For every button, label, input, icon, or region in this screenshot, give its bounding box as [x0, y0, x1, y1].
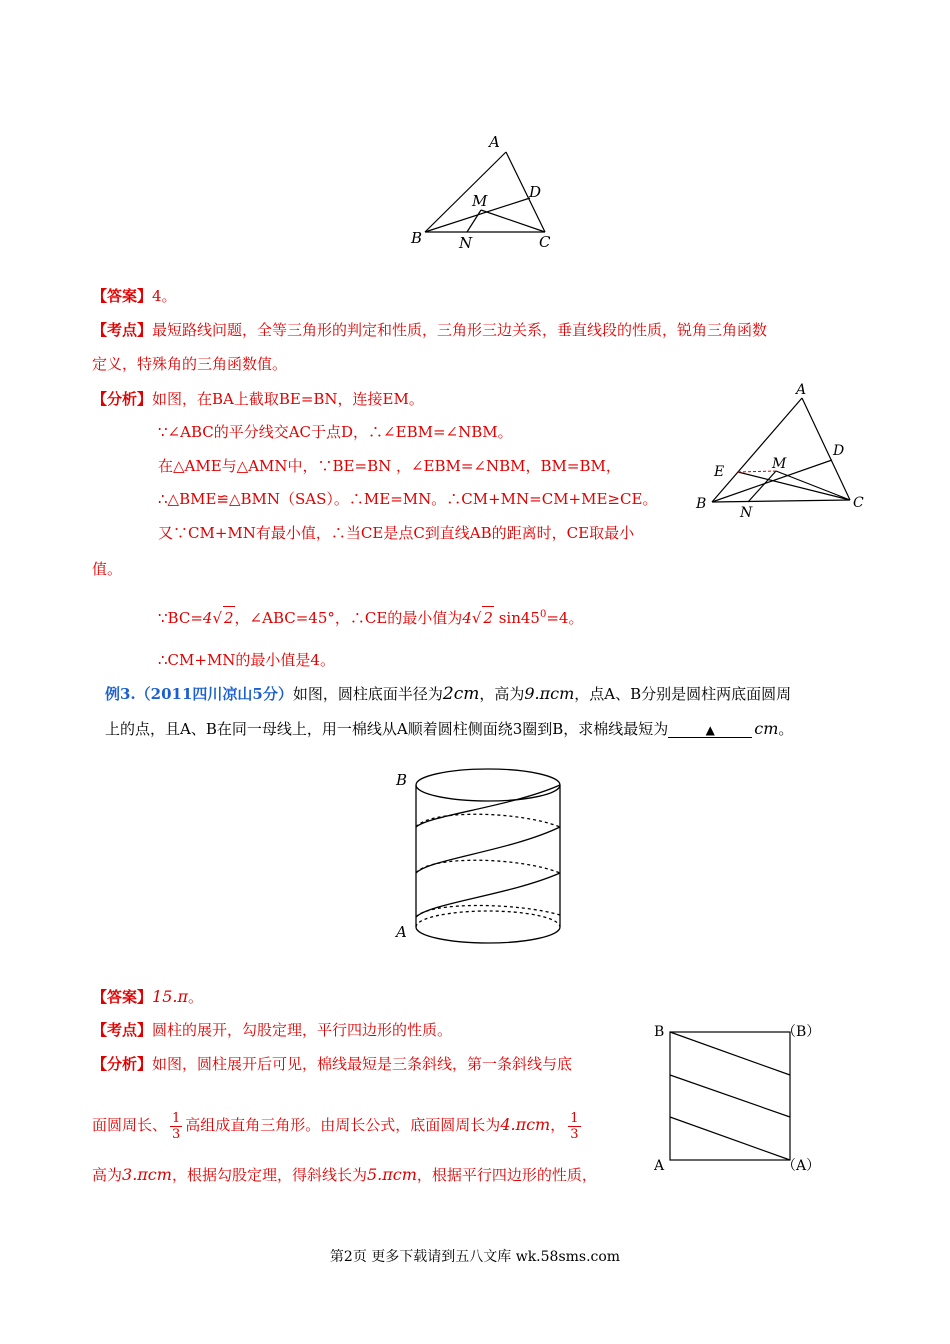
kaodian-text: 最短路线问题，全等三角形的判定和性质，三角形三边关系，垂直线段的性质，锐角三角函数 — [152, 321, 768, 339]
example-text-1: 如图，圆柱底面半径为 — [292, 685, 443, 703]
answer-tag: 【答案】 — [92, 287, 153, 305]
fenxi-1-line-6: 值。 — [92, 560, 123, 578]
fraction-denominator: 3 — [172, 1126, 181, 1142]
fraction-one-third-2 — [568, 1111, 580, 1142]
example-text-3: ，点A、B分别是圆柱两底面圆周 — [574, 685, 792, 703]
kaodian-tag: 【考点】 — [92, 321, 153, 339]
rect-label-B: B — [654, 1024, 665, 1040]
fig2-label-M: M — [772, 456, 787, 472]
rect-label-B-paren: （B） — [782, 1024, 821, 1040]
answer-1 — [92, 285, 177, 307]
example-3-line-2 — [105, 718, 793, 740]
third-height-value: 3.πcm — [122, 1165, 172, 1184]
answer-blank: ▲ — [668, 723, 752, 738]
fraction-denominator-2: 3 — [570, 1126, 579, 1142]
fig2-label-C: C — [853, 495, 864, 511]
cyl-label-A: A — [396, 923, 407, 941]
fig1-label-D: D — [529, 183, 542, 201]
fenxi-2-text-3c: ，根据勾股定理，得斜线长为 — [171, 1166, 367, 1184]
fenxi-2-text-2b: 高组成直角三角形。由周长公式，底面圆周长为 — [185, 1116, 501, 1134]
fig1-label-B: B — [411, 229, 423, 247]
answer-2-value: 15.π — [152, 987, 188, 1006]
fraction-numerator-2: 1 — [570, 1110, 579, 1126]
kaodian-2 — [92, 1019, 452, 1041]
bc-coef: 4 — [202, 609, 213, 627]
kaodian-1-line-2: 定义，特殊角的三角函数值。 — [92, 355, 288, 373]
fenxi-1-line-1 — [92, 388, 424, 410]
example-text-4: 上的点，且A、B在同一母线上，用一棉线从A顺着圆柱侧面绕3圈到B，求棉线最短为 — [105, 720, 669, 738]
fenxi-2-tag: 【分析】 — [92, 1055, 153, 1073]
fig2-label-N: N — [740, 505, 753, 520]
fenxi-2-text-2a: 面圆周长、 — [92, 1116, 168, 1134]
fraction-one-third — [170, 1111, 182, 1142]
fenxi-1-line-7-d: ，∠ABC=45°，∴CE的最小值为 — [234, 609, 463, 627]
fenxi-1-line-3: 在△AME与△AMN中，∵BE=BN ，∠EBM=∠NBM，BM=BM， — [158, 457, 621, 475]
fenxi-2-text-3a: 高为 — [92, 1166, 123, 1184]
page-footer: 第2页 更多下载请到五八文库 wk.58sms.com — [329, 1249, 621, 1265]
kaodian-1-line-1 — [92, 319, 767, 341]
degree-mark: 0 — [539, 609, 547, 620]
kaodian-2-tag: 【考点】 — [92, 1021, 153, 1039]
fenxi-1-line-7 — [158, 604, 583, 629]
answer-2-tag: 【答案】 — [92, 988, 153, 1006]
radius-value: 2cm — [442, 684, 480, 704]
ce-coef: 4 — [462, 609, 472, 627]
example-text-2: ，高为 — [479, 685, 525, 703]
example-3-line-1 — [105, 683, 791, 705]
fenxi-1-line-2: ∵∠ABC的平分线交AC于点D，∴∠EBM=∠NBM。 — [158, 423, 513, 441]
fenxi-2-text-2d: ， — [550, 1116, 566, 1134]
bc-radicand: 2 — [223, 606, 235, 629]
height-value: 9.πcm — [524, 684, 575, 703]
circumference-value: 4.πcm — [500, 1115, 551, 1134]
triangle-figure-2 — [690, 380, 880, 520]
rect-label-A-paren: （A） — [782, 1158, 821, 1174]
answer-unit: cm — [754, 719, 779, 738]
fenxi-1-line-4: ∴△BME≌△BMN（SAS）。∴ME=MN。∴CM+MN=CM+ME≥CE。 — [158, 490, 658, 508]
unrolled-rectangle-figure — [650, 1018, 840, 1178]
example-prefix: 例3.（2011四川凉山5分） — [105, 685, 293, 703]
answer-text: 4。 — [152, 287, 177, 305]
sin-text: sin45 — [493, 609, 540, 627]
fenxi-1-line-7-i: =4。 — [546, 609, 584, 627]
slant-length-value: 5.πcm — [366, 1165, 417, 1184]
fenxi-2-text-1: 如图，圆柱展开后可见，棉线最短是三条斜线，第一条斜线与底 — [152, 1055, 573, 1073]
fig2-label-D: D — [833, 443, 845, 459]
ce-radicand: 2 — [482, 606, 494, 629]
fenxi-1-line-5: 又∵CM+MN有最小值，∴当CE是点C到直线AB的距离时，CE取最小 — [158, 524, 635, 542]
fenxi-2-line-1 — [92, 1053, 572, 1075]
sqrt-sign-2: √ — [471, 609, 482, 627]
example-end: 。 — [778, 720, 794, 738]
answer-2 — [92, 986, 203, 1008]
fig2-label-A: A — [796, 382, 807, 398]
cylinder-figure — [390, 755, 580, 955]
fenxi-tag: 【分析】 — [92, 390, 153, 408]
kaodian-2-text: 圆柱的展开，勾股定理，平行四边形的性质。 — [152, 1021, 453, 1039]
fenxi-1-line-8: ∴CM+MN的最小值是4。 — [158, 651, 335, 669]
fig2-label-E: E — [714, 464, 725, 480]
triangle-figure-1 — [405, 130, 565, 255]
answer-2-end: 。 — [187, 988, 203, 1006]
fig1-label-A: A — [489, 133, 500, 151]
sqrt-sign-1: √ — [212, 609, 222, 627]
fig1-label-C: C — [539, 233, 551, 251]
fig1-label-M: M — [472, 192, 488, 210]
fenxi-text: 如图，在BA上截取BE=BN，连接EM。 — [152, 390, 424, 408]
fenxi-2-line-3 — [92, 1164, 597, 1186]
fenxi-1-line-7-a: ∵BC= — [158, 609, 203, 627]
fraction-numerator: 1 — [172, 1110, 181, 1126]
cyl-label-B: B — [396, 771, 408, 789]
fenxi-2-line-2 — [92, 1102, 584, 1148]
fig1-label-N: N — [459, 234, 473, 252]
rect-label-A: A — [654, 1158, 665, 1174]
fenxi-2-text-3e: ，根据平行四边形的性质， — [416, 1166, 597, 1184]
fig2-label-B: B — [696, 496, 707, 512]
